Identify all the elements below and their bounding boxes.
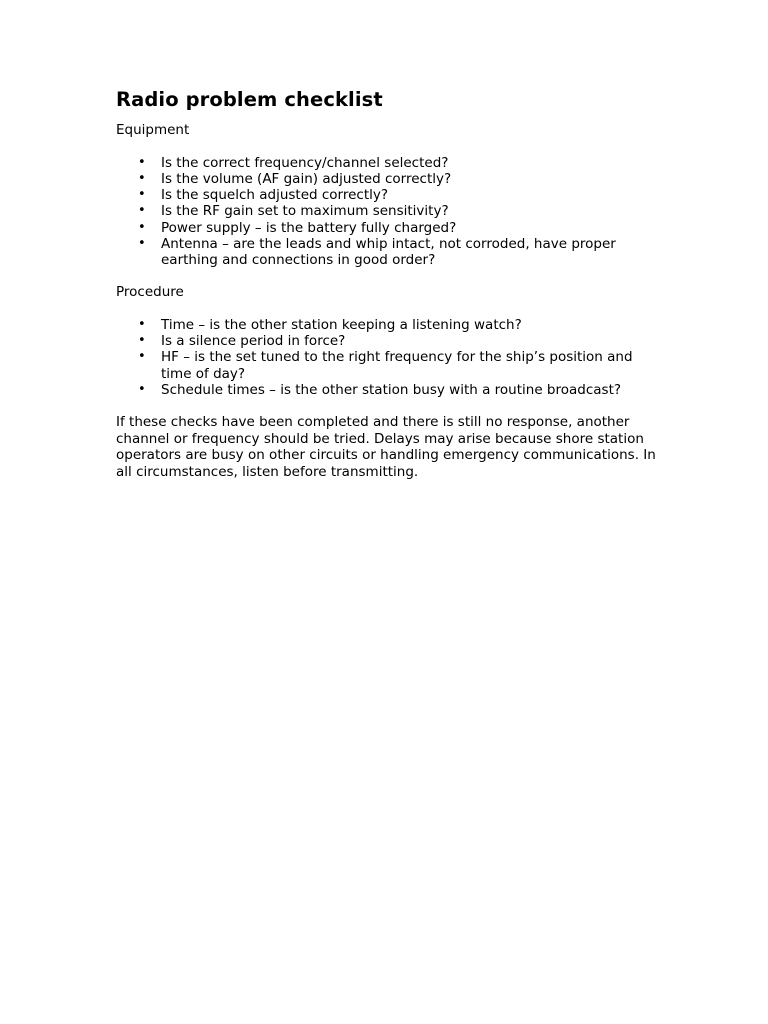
- list-item: [116, 382, 658, 398]
- list-item: [116, 333, 658, 349]
- equipment-checklist: [116, 155, 658, 269]
- procedure-checklist: [116, 317, 658, 398]
- bullet-icon: •: [138, 154, 146, 170]
- list-item-text: Is the RF gain set to maximum sensitivity?: [161, 203, 449, 220]
- list-item: [116, 187, 658, 203]
- section-equipment: [116, 122, 658, 268]
- list-item: [116, 155, 658, 171]
- list-item: [116, 236, 658, 269]
- bullet-icon: •: [138, 381, 146, 397]
- list-item-text: Is a silence period in force?: [161, 333, 346, 349]
- list-item-text: Is the squelch adjusted correctly?: [161, 187, 389, 203]
- list-item-text: HF – is the set tuned to the right frequency for the ship’s position and time of day?: [161, 349, 633, 382]
- bullet-icon: •: [138, 333, 146, 348]
- bullet-icon: •: [138, 187, 146, 202]
- section-heading-procedure: Procedure: [116, 284, 184, 301]
- list-item-text: Power supply – is the battery fully charged?: [161, 219, 457, 236]
- bullet-icon: •: [138, 219, 146, 235]
- list-item-text: Schedule times – is the other station busy with a routine broadcast?: [161, 381, 622, 398]
- bullet-icon: •: [138, 170, 146, 186]
- list-item: [116, 349, 658, 382]
- bullet-icon: •: [138, 203, 146, 219]
- list-item: [116, 203, 658, 219]
- section-procedure: [116, 284, 658, 398]
- section-heading-equipment: Equipment: [116, 122, 190, 138]
- list-item-text: Antenna – are the leads and whip intact, not corroded, have proper earthing and connections in good order?: [161, 235, 616, 268]
- list-item-text: Is the volume (AF gain) adjusted correctly?: [161, 170, 452, 187]
- list-item: [116, 171, 658, 187]
- list-item-text: Is the correct frequency/channel selected?: [161, 154, 449, 171]
- bullet-icon: •: [138, 316, 146, 332]
- list-item: [116, 317, 658, 333]
- list-item: [116, 220, 658, 236]
- closing-paragraph: If these checks have been completed and there is still no response, another channel or frequency should be tried. Delays may arise because shore station operators are busy on other circuits or handling emergency communications. In all circumstances, listen before transmitting.: [116, 414, 656, 480]
- list-item-text: Time – is the other station keeping a listening watch?: [161, 316, 522, 333]
- bullet-icon: •: [138, 235, 146, 251]
- document-title: Radio problem checklist: [116, 88, 383, 111]
- bullet-icon: •: [138, 349, 146, 365]
